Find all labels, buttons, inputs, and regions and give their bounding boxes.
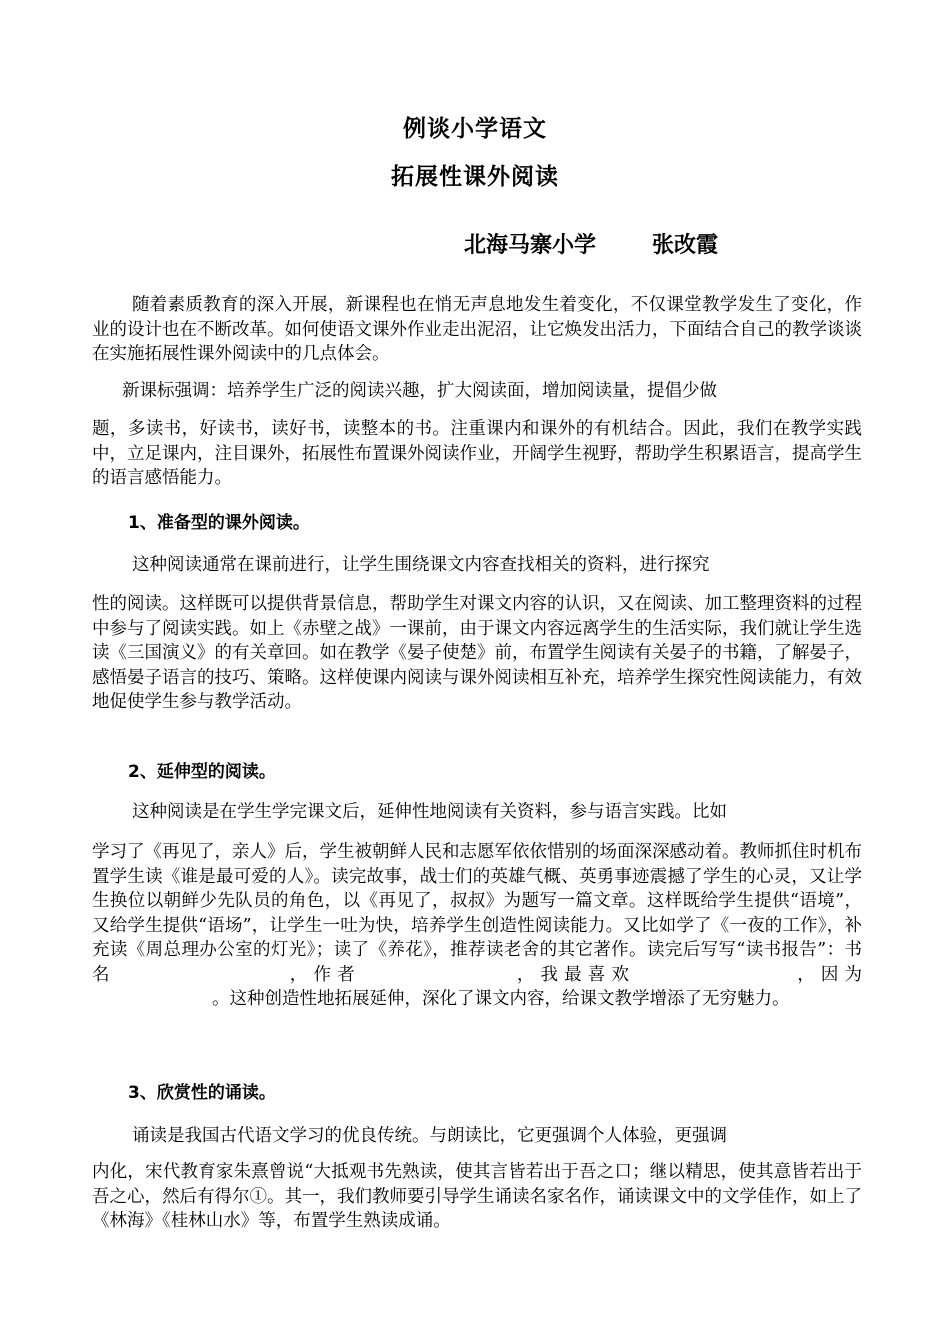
author-line (464, 228, 718, 259)
section-2-ending: 。这种创造性地拓展延伸，深化了课文内容，给课文教学增添了无穷魅力。 (212, 989, 790, 1009)
section-2-text: 学习了《再见了，亲人》后，学生被朝鲜人民和志愿军依依惜别的场面深深感动着。教师抓住时机布置学生读《谁是最可爱的人》。读完故事，战士们的英雄气概、英勇事迹震撼了学生的心灵，又让学生换位以朝鲜少先队员的角色，以《再见了，叔叔》为题写一篇文章。这样既给学生提供“语境”，又给学生提供“语场”，让学生一吐为快，培养学生创造性阅读能力。又比如学了《一夜的工作》，补充读《周总理办公室的灯光》；读了《养花》，推荐读老舍的其它著作。读完后写写“读书报告”：书名 (92, 842, 862, 985)
standard-paragraph: 题，多读书，好读书，读好书，读整本的书。注重课内和课外的有机结合。因此，我们在教学实践中，立足课内，注目课外，拓展性布置课外阅读作业，开阔学生视野，帮助学生积累语言，提高学生的语言感悟能力。 (92, 419, 862, 488)
section-2-paragraph (92, 840, 862, 1012)
section-heading-3: 3、欣赏性的诵读。 (128, 1083, 276, 1103)
intro-paragraph: 随着素质教育的深入开展，新课程也在悄无声息地发生着变化，不仅课堂教学发生了变化，作业的设计也在不断改革。如何使语文课外作业走出泥沼，让它焕发出活力，下面结合自己的教学谈谈在实施拓展性课外阅读中的几点体会。 (92, 295, 862, 364)
author-name: 张改霞 (652, 232, 719, 258)
section-heading-2: 2、延伸型的阅读。 (128, 762, 276, 782)
school-name: 北海马寨小学 (464, 232, 597, 258)
section-2-favorite-label: ，我最喜欢 (510, 964, 636, 985)
section-2-reason-label: ，因为 (791, 964, 863, 985)
title-line-1: 例谈小学语文 (403, 116, 547, 142)
title-line-2: 拓展性课外阅读 (391, 164, 559, 190)
section-heading-1: 1、准备型的课外阅读。 (128, 513, 310, 533)
section-2-first-line: 这种阅读是在学生学完课文后，延伸性地阅读有关资料，参与语言实践。比如 (132, 802, 727, 822)
standard-first-line: 新课标强调：培养学生广泛的阅读兴趣，扩大阅读面，增加阅读量，提倡少做 (122, 381, 717, 401)
section-3-first-line: 诵读是我国古代语文学习的优良传统。与朗读比，它更强调个人体验，更强调 (132, 1126, 727, 1146)
section-1-paragraph: 性的阅读。这样既可以提供背景信息，帮助学生对课文内容的认识，又在阅读、加工整理资料的过程中参与了阅读实践。如上《赤壁之战》一课前，由于课文内容远离学生的生活实际，我们就让学生选读《三国演义》的有关章回。如在教学《晏子使楚》前，布置学生阅读有关晏子的书籍，了解晏子，感悟晏子语言的技巧、策略。这样使课内阅读与课外阅读相互补充，培养学生探究性阅读能力，有效地促使学生参与教学活动。 (92, 594, 862, 712)
section-1-first-line: 这种阅读通常在课前进行，让学生围绕课文内容查找相关的资料，进行探究 (132, 555, 710, 575)
section-2-author-label: ，作者 (283, 964, 361, 985)
section-3-paragraph: 内化，宋代教育家朱熹曾说“大抵观书先熟读，使其言皆若出于吾之口；继以精思，使其意皆若出于吾之心，然后有得尔①。其一，我们教师要引导学生诵读名家名作，诵读课文中的文学佳作，如上了《林海》《桂林山水》等，布置学生熟读成诵。 (92, 1162, 862, 1231)
